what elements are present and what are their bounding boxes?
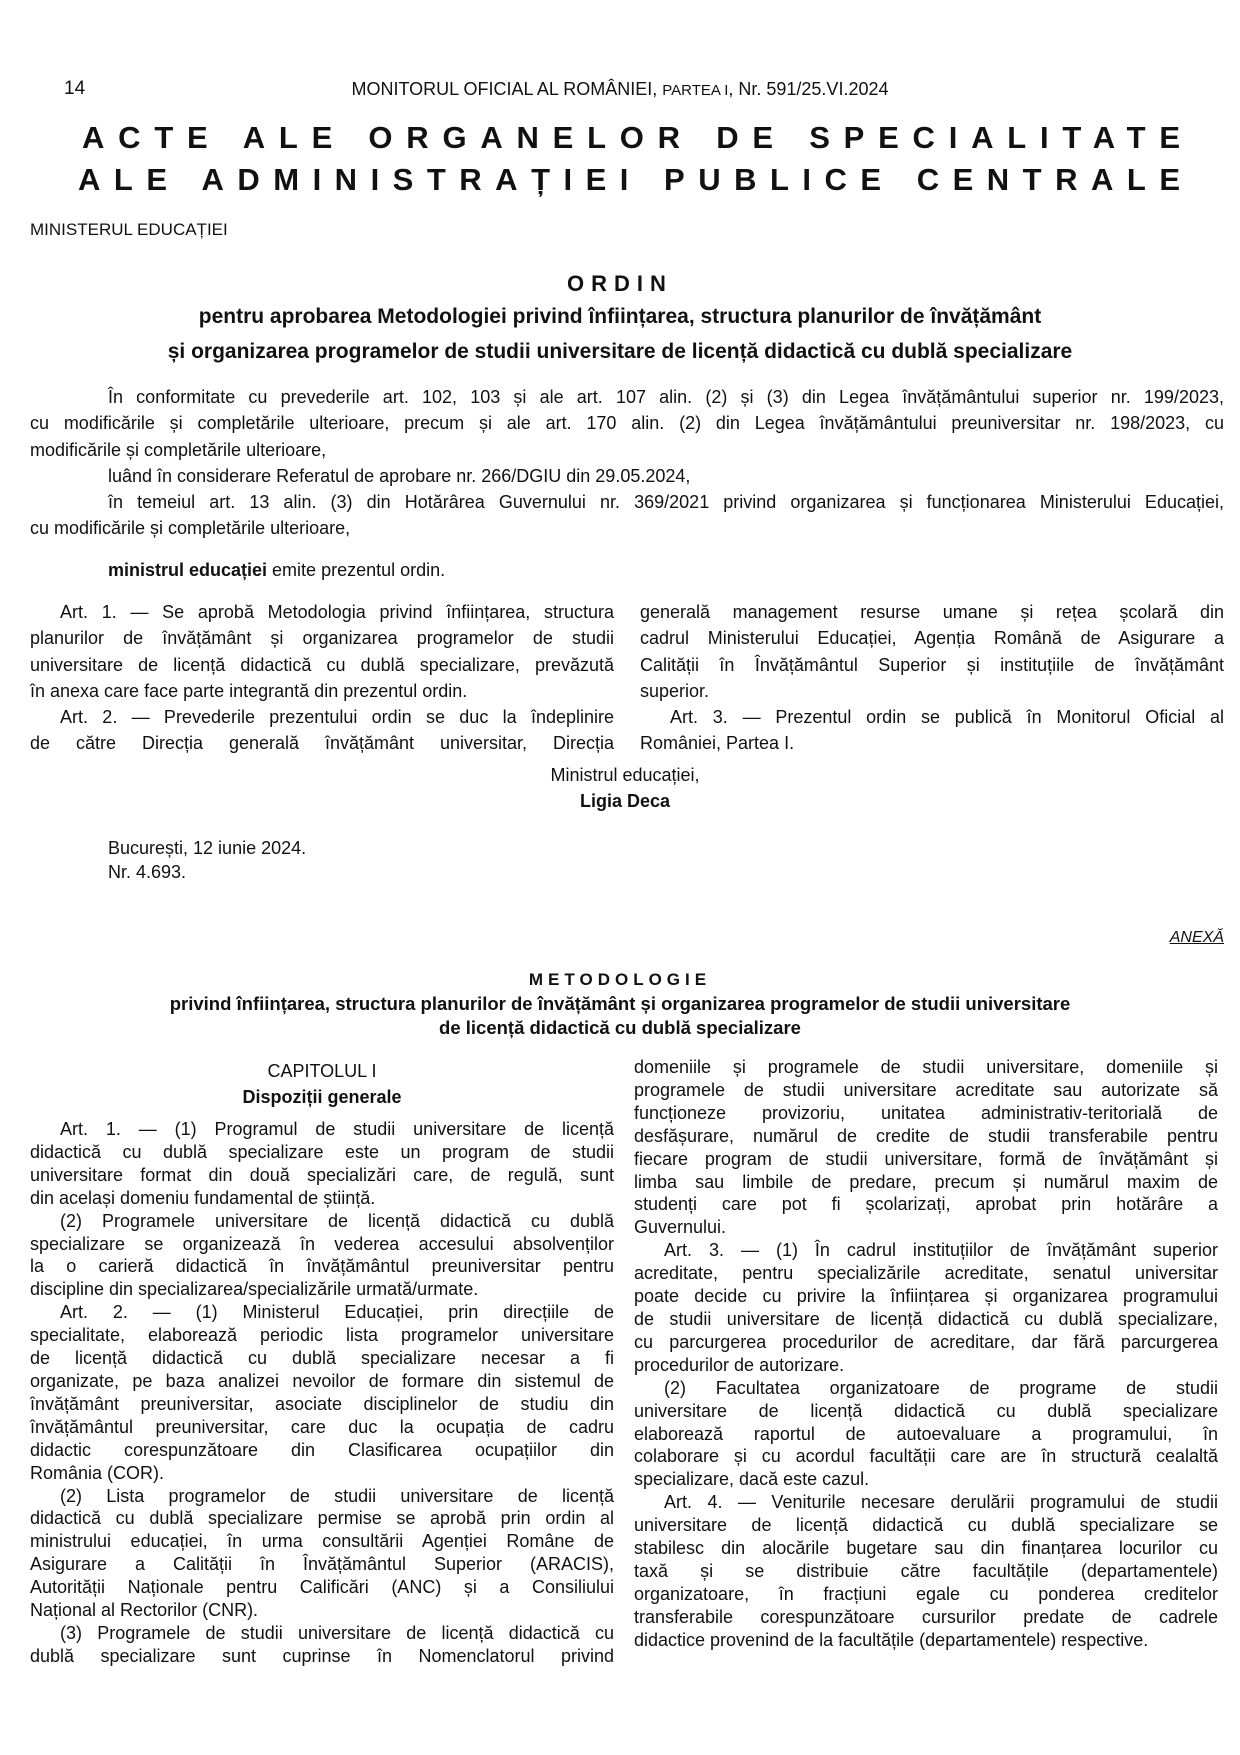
paragraph	[634, 1056, 1218, 1239]
annex-column-right	[634, 1056, 1218, 1652]
publication-issue: , Nr. 591/25.VI.2024	[728, 79, 889, 99]
text-line: programele de studii universitare acreditate sau autorizate să	[634, 1079, 1218, 1100]
text-line: Național al Rectorilor (CNR).	[30, 1600, 259, 1621]
text-line: învățământ preuniversitar, asociate disciplinelor de studiu din	[30, 1393, 614, 1414]
text-line: cu modificările și completările ulterioare,	[30, 518, 351, 539]
text-line: transferabile corespunzătoare cursurilor predate de cadrele	[634, 1606, 1218, 1627]
text-line: stabilesc din alocările bugetare sau din finanțarea locurilor cu	[634, 1538, 1218, 1559]
text-line: fiecare program de studii universitare, formă de învățământ și	[634, 1148, 1218, 1169]
text-line: (2) Facultatea organizatoare de programe de studii	[664, 1377, 1218, 1398]
intro-rest: emite prezentul ordin.	[267, 560, 446, 580]
text-line: în anexa care face parte integrantă din prezentul ordin.	[30, 680, 468, 701]
text-line: limba sau limbile de predare, precum și numărul maxim de	[634, 1171, 1218, 1192]
order-column-left	[30, 599, 614, 757]
order-subtitle-line1: pentru aprobarea Metodologiei privind înființarea, structura planurilor de învățământ	[198, 305, 1042, 328]
annex-subtitle-line1: privind înființarea, structura planurilor de învățământ și organizarea programelor de studii universitare	[169, 993, 1071, 1014]
text-line: elaborează raportul de autoevaluare a programului, în	[634, 1423, 1218, 1444]
paragraph	[30, 599, 614, 704]
paragraph	[640, 704, 1224, 757]
text-line: Art. 4. — Veniturile necesare derulării programului de studii	[664, 1492, 1218, 1513]
text-line: taxă și se distribuie către facultățile (departamentele)	[634, 1560, 1218, 1581]
text-line: domeniile și programele de studii universitare, domeniile și	[634, 1057, 1218, 1077]
order-number: Nr. 4.693.	[108, 862, 187, 882]
text-line: poate decide cu privire la înființarea și organizarea programului	[634, 1286, 1218, 1307]
paragraph	[30, 1301, 614, 1484]
annex-title: METODOLOGIE	[528, 970, 712, 989]
text-line: modificările și completările ulterioare,	[30, 439, 327, 460]
chapter-number: CAPITOLUL I	[267, 1061, 377, 1081]
page-number: 14	[64, 78, 86, 99]
annex-label: ANEXĂ	[1169, 929, 1224, 946]
text-line: învățământul preuniversitar, care duc la ocupația de cadru	[30, 1416, 614, 1437]
paragraph	[30, 1210, 614, 1302]
text-line: la o carieră didactică în învățământul preuniversitar pentru	[30, 1256, 614, 1277]
text-line: În conformitate cu prevederile art. 102, 103 și ale art. 107 alin. (2) și (3) din Legea învățământului superior nr. 199/2023,	[108, 387, 1224, 407]
text-line: România (COR).	[30, 1462, 165, 1483]
publication-part: PARTEA I	[662, 82, 729, 99]
order-column-right	[640, 599, 1224, 757]
text-line: de studii universitare de licență didactică cu dublă specializare,	[634, 1308, 1218, 1329]
text-line: (2) Lista programelor de studii universitare de licență	[60, 1485, 614, 1506]
text-line: Autorității Naționale pentru Calificări (ANC) și a Consiliului	[30, 1577, 614, 1598]
paragraph	[634, 1377, 1218, 1492]
text-line: Asigurare a Calității în Învățământul Superior (ARACIS),	[30, 1554, 614, 1575]
order-intro	[108, 560, 445, 581]
text-line: colaborare și cu acordul facultății care are în structură cealaltă	[634, 1446, 1218, 1467]
section-heading-line2: ALE ADMINISTRAȚIEI PUBLICE CENTRALE	[78, 162, 1194, 197]
text-line: dublă specializare sunt cuprinse în Nomenclatorul privind	[30, 1645, 614, 1666]
paragraph	[30, 489, 1224, 542]
text-line: cu parcurgerea procedurilor de acreditare, dar fără parcurgerea	[634, 1331, 1218, 1352]
paragraph	[30, 1485, 614, 1622]
running-header	[0, 79, 1240, 100]
text-line: universitare de licență didactică cu dublă specializare	[634, 1400, 1218, 1421]
text-line: funcționeze provizoriu, unitatea administrativ-teritorială de	[634, 1102, 1218, 1123]
text-line: specializare, dacă este cazul.	[634, 1469, 870, 1490]
annex-subtitle-line2: de licență didactică cu dublă specializare	[439, 1017, 801, 1038]
chapter-title: Dispoziții generale	[242, 1087, 402, 1107]
issuer: MINISTERUL EDUCAȚIEI	[30, 220, 228, 239]
text-line: (3) Programele de studii universitare de licență didactică cu	[60, 1622, 614, 1643]
text-line: din același domeniu fundamental de știință.	[30, 1187, 376, 1208]
text-line: luând în considerare Referatul de aprobare nr. 266/DGIU din 29.05.2024,	[108, 465, 691, 486]
issuer-bold: ministrul educației	[108, 560, 268, 580]
paragraph	[634, 1239, 1218, 1376]
text-line: cadrul Ministerului Educației, Agenția Română de Asigurare a	[640, 628, 1224, 649]
paragraph	[30, 463, 1224, 489]
text-line: de licență didactică cu dublă specializare necesar a fi	[30, 1348, 614, 1369]
text-line: Art. 2. — Prevederile prezentului ordin se duc la îndeplinire	[60, 707, 614, 728]
text-line: planurilor de învățământ și organizarea programelor de studii	[30, 628, 614, 649]
text-line: cu modificările și completările ulterioare, precum și ale art. 170 alin. (2) din Legea învățământului preuniversitar nr. 198/2023, cu	[30, 413, 1224, 434]
text-line: universitare de licență didactică cu dublă specializare, prevăzută	[30, 654, 614, 675]
text-line: Art. 3. — (1) În cadrul instituțiilor de învățământ superior	[664, 1240, 1218, 1261]
text-line: studenți care pot fi școlarizați, aprobat prin hotărâre a	[634, 1194, 1218, 1215]
paragraph	[30, 1622, 614, 1668]
order-title: ORDIN	[567, 271, 673, 296]
text-line: universitare format din două specializări care, de regulă, sunt	[30, 1164, 614, 1185]
text-line: (2) Programele universitare de licență didactică cu dublă	[60, 1210, 614, 1231]
text-line: Art. 1. — Se aprobă Metodologia privind înființarea, structura	[60, 602, 614, 622]
text-line: specialitate, elaborează periodic lista programelor universitare	[30, 1325, 614, 1346]
paragraph	[30, 384, 1224, 463]
publication-name: MONITORUL OFICIAL AL ROMÂNIEI,	[351, 79, 663, 99]
paragraph	[30, 1118, 614, 1210]
text-line: Art. 2. — (1) Ministerul Educației, prin direcțiile de	[60, 1302, 614, 1323]
text-line: discipline din specializarea/specializările urmată/urmate.	[30, 1279, 479, 1300]
order-preamble	[30, 384, 1224, 542]
text-line: didactic corespunzătoare din Clasificarea ocupațiilor din	[30, 1439, 614, 1460]
paragraph	[30, 704, 614, 757]
text-line: desfășurare, numărul de credite de studii transferabile pentru	[634, 1125, 1218, 1146]
text-line: Calității în Învățământul Superior și instituțiile de învățământ	[640, 654, 1224, 675]
signature-name: Ligia Deca	[579, 791, 671, 811]
text-line: organizate, pe baza analizei nevoilor de formare din sistemul de	[30, 1370, 614, 1391]
signature-role: Ministrul educației,	[550, 765, 700, 785]
text-line: generală management resurse umane și rețea școlară din	[640, 602, 1224, 622]
text-line: de către Direcția generală învățământ universitar, Direcția	[30, 733, 614, 754]
text-line: României, Partea I.	[640, 733, 795, 754]
place-and-number	[108, 836, 306, 884]
text-line: acreditate, pentru specializările acreditate, senatul universitar	[634, 1263, 1218, 1284]
text-line: didactică cu dublă specializare este un program de studii	[30, 1141, 614, 1162]
text-line: procedurilor de autorizare.	[634, 1354, 845, 1375]
section-heading-line1: ACTE ALE ORGANELOR DE SPECIALITATE	[82, 120, 1194, 155]
text-line: Art. 1. — (1) Programul de studii universitare de licență	[60, 1119, 614, 1139]
text-line: organizatoare, în fracțiuni egale cu ponderea creditelor	[634, 1583, 1218, 1604]
paragraph	[634, 1491, 1218, 1651]
text-line: specializare se organizează în vederea accesului absolvenților	[30, 1233, 614, 1254]
text-line: universitare de licență didactică cu dublă specializare se	[634, 1515, 1218, 1536]
annex-column-left	[30, 1118, 614, 1668]
text-line: didactice provenind de la facultățile (departamentele) respective.	[634, 1629, 1149, 1650]
order-subtitle-line2: și organizarea programelor de studii universitare de licență didactică cu dublă specializare	[167, 340, 1073, 363]
paragraph	[640, 599, 1224, 704]
text-line: Guvernului.	[634, 1217, 727, 1238]
text-line: didactică cu dublă specializare permise se aprobă prin ordin al	[30, 1508, 614, 1529]
text-line: Art. 3. — Prezentul ordin se publică în Monitorul Oficial al	[670, 707, 1224, 728]
text-line: superior.	[640, 680, 710, 701]
place-date: București, 12 iunie 2024.	[108, 838, 307, 858]
text-line: în temeiul art. 13 alin. (3) din Hotărârea Guvernului nr. 369/2021 privind organizarea și funcționarea Ministerului Educației,	[108, 492, 1224, 513]
text-line: ministrului educației, în urma consultării Agenției Române de	[30, 1531, 614, 1552]
